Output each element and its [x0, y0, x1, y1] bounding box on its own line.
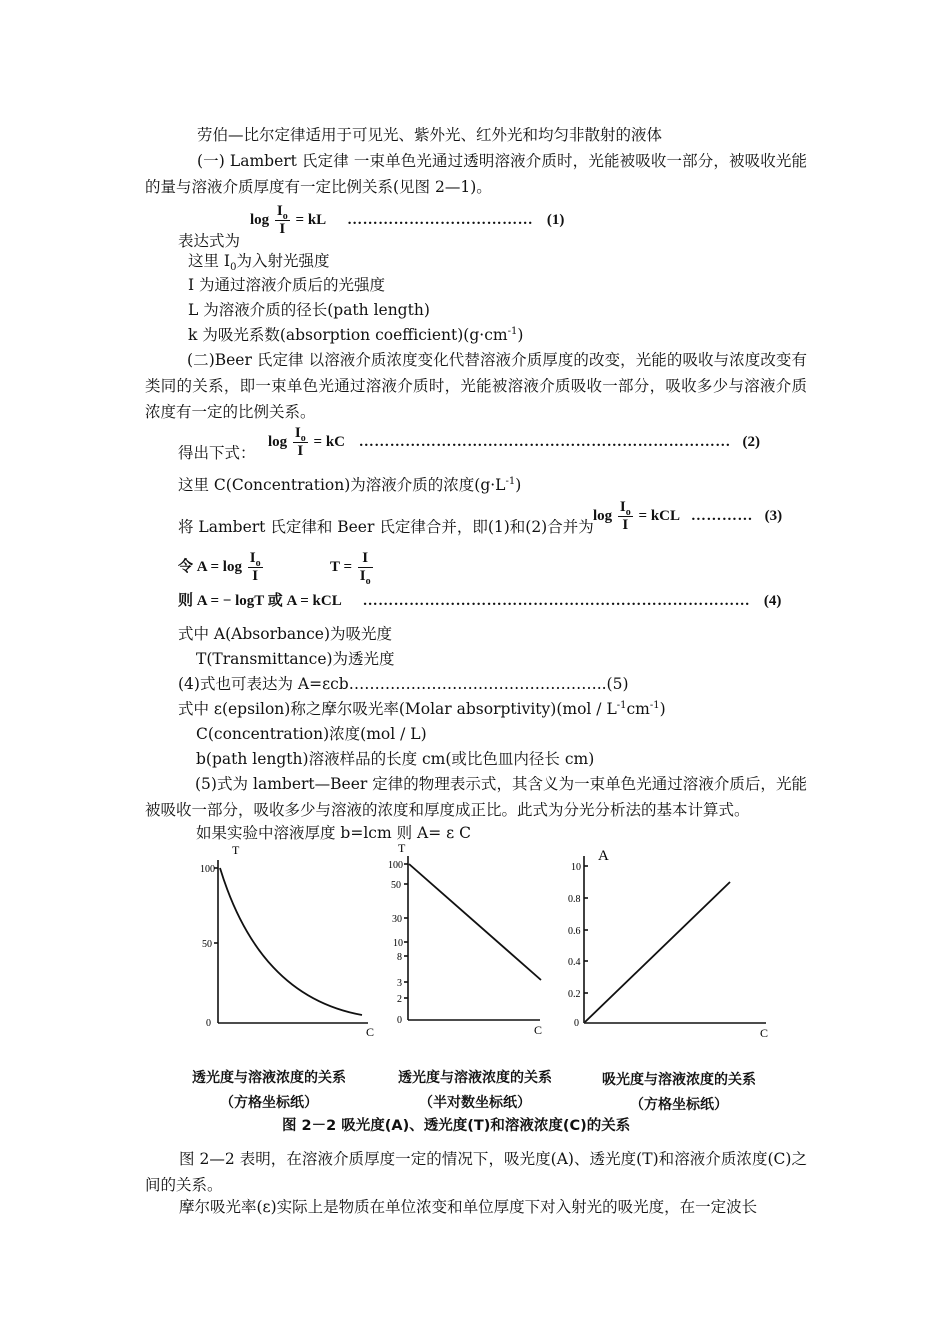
chart-transmittance-linear: [214, 860, 368, 1023]
chart2-tick-10: 10: [393, 938, 403, 949]
chart3-x-label: C: [760, 1026, 769, 1040]
figure-title: 图 2－2 吸光度(A)、透光度(T)和溶液浓度(C)的关系: [282, 1118, 631, 1134]
chart3-y-label: A: [598, 848, 609, 864]
chart1-tick-50: 50: [202, 939, 212, 950]
chart3-tick-0.2: 0.2: [568, 989, 581, 1000]
meaning-paragraph: (5)式为 lambert—Beer 定律的物理表示式，其含义为一束单色光通过溶液介质后，光能被吸收一部分，吸收多少与溶液的浓度和厚度成正比。此式为分光分析法的基本计算式。: [145, 775, 807, 819]
eq5-line: (4)式也可表达为 A=εcb…………………………………………..(5): [178, 675, 629, 693]
chart2-tick-50: 50: [391, 880, 401, 891]
after-paragraph: 图 2—2 表明，在溶液介质厚度一定的情况下，吸光度(A)、透光度(T)和溶液介质浓度(C)之间的关系。: [145, 1150, 807, 1194]
combine-line: 将 Lambert 氏定律和 Beer 氏定律合并，即(1)和(2)合并为: [178, 518, 594, 536]
chart2-tick-0: 0: [397, 1015, 402, 1026]
formula-4a: 令 A = log $\frac{I_o}{I}$: [178, 550, 261, 584]
formula-2: log $\frac{I_o}{I}$ = kC ……………………………………………………………… (2): [268, 425, 760, 459]
derive-label: 得出下式：: [178, 444, 256, 462]
chart2-subcaption: （半对数坐标纸）: [419, 1095, 531, 1111]
chart1-y-label: T: [232, 843, 240, 857]
if-line: 如果实验中溶液厚度 b=lcm 则 A= ε C: [196, 824, 471, 842]
chart3-tick-0: 0: [574, 1018, 579, 1029]
chart1-subcaption: （方格坐标纸）: [220, 1095, 318, 1111]
def-concentration: 这里 C(Concentration)为溶液介质的浓度$(g\cdot L^{-1})$: [178, 475, 522, 494]
chart2-tick-100: 100: [388, 860, 403, 871]
chart2-x-label: C: [534, 1023, 543, 1037]
chart3-tick-0.6: 0.6: [568, 926, 581, 937]
chart1-caption: 透光度与溶液浓度的关系: [192, 1070, 346, 1086]
chart3-tick-10: 10: [571, 862, 581, 873]
def-c: C(concentration)浓度(mol / L): [196, 725, 427, 743]
chart-transmittance-semilog: [404, 856, 541, 1020]
formula-4b: T = $\frac{I}{I_o}$: [330, 550, 371, 587]
def-b: b(path length)溶液样品的长度 cm(或比色皿内径长 cm): [196, 750, 595, 768]
chart2-tick-30: 30: [392, 914, 402, 925]
chart1-tick-100: 100: [200, 864, 215, 875]
chart1-tick-0: 0: [206, 1018, 211, 1029]
def-a: 式中 A(Absorbance)为吸光度: [178, 625, 393, 643]
chart2-tick-2: 2: [397, 994, 402, 1005]
chart2-tick-3: 3: [397, 978, 402, 989]
def-l: L 为溶液介质的径长(path length): [188, 301, 430, 319]
chart1-x-label: C: [366, 1025, 375, 1039]
chart3-subcaption: （方格坐标纸）: [630, 1097, 728, 1113]
last-paragraph: 摩尔吸光率(ε)实际上是物质在单位浓变和单位厚度下对入射光的吸光度，在一定波长: [179, 1198, 758, 1216]
def-t: T(Transmittance)为透光度: [196, 650, 395, 668]
formula-1: log $\frac{I_o}{I}$ = kL ……………………………… (1): [250, 203, 565, 237]
def-i: I 为通过溶液介质后的光强度: [188, 276, 386, 294]
def-i0: 这里 $I_0$为入射光强度: [188, 252, 330, 274]
chart3-caption: 吸光度与溶液浓度的关系: [602, 1072, 756, 1088]
formula-4c: 则 A = − logT 或 A = kCL ………………………………………………………………… (4): [178, 593, 782, 609]
expression-label: 表达式为: [178, 232, 241, 250]
formula-3: log $\frac{I_o}{I}$ = kCL ………… (3): [593, 499, 783, 533]
chart-absorbance-linear: [584, 856, 766, 1023]
chart3-tick-0.4: 0.4: [568, 957, 581, 968]
beer-paragraph: (二)Beer 氏定律 以溶液介质浓度变化代替溶液介质厚度的改变，光能的吸收与浓度改变有类同的关系，即一束单色光通过溶液介质时，光能被溶液介质吸收一部分，吸收多少与溶液介质浓度有一定的比例关系。: [145, 351, 807, 421]
chart2-caption: 透光度与溶液浓度的关系: [398, 1070, 552, 1086]
chart2-y-label: T: [398, 841, 406, 855]
intro-line: 劳伯—比尔定律适用于可见光、紫外光、红外光和均匀非散射的液体: [197, 126, 663, 144]
def-epsilon: 式中 ε(epsilon)称之摩尔吸光率(Molar absorptivity)(mol / $L^{-1}cm^{-1}$): [178, 699, 666, 718]
lambert-paragraph: (一) Lambert 氏定律 一束单色光通过透明溶液介质时，光能被吸收一部分，被吸收光能的量与溶液介质厚度有一定比例关系(见图 2—1)。: [145, 152, 807, 196]
def-k: k 为吸光系数(absorption $coefficient)(g\cdot cm^{-1})$: [188, 325, 524, 344]
chart2-tick-8: 8: [397, 952, 402, 963]
chart3-tick-0.8: 0.8: [568, 894, 581, 905]
